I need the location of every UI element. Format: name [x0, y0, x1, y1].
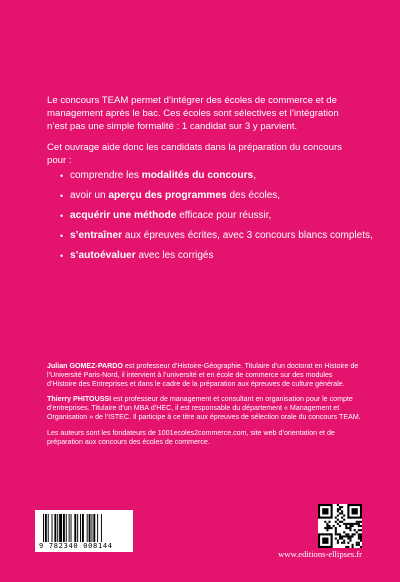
author-bio	[47, 362, 362, 389]
qr-code-icon	[318, 504, 362, 548]
objective-post: aux épreuves écrites, avec 3 concours blancs complets,	[122, 230, 373, 241]
objective-post: efficace pour réussir,	[176, 210, 272, 221]
objective-item	[60, 170, 380, 190]
publisher-website: www.editions-ellipses.fr	[278, 549, 362, 559]
author-description: est professeur de management et consultant en organisation pour le compte d’entreprises. Titulaire d’un MBA d’HEC, il est responsable du département « Management et Organisation » de l’ISTEC. Il participe à ce titre aux épreuves de sélection orale du concours TEAM.	[47, 395, 361, 422]
objective-bold: s’autoévaluer	[70, 250, 136, 261]
isbn-number: 9 782340 008144	[39, 542, 113, 550]
author-name: Thierry PHITOUSSI	[47, 395, 112, 404]
isbn-barcode	[35, 510, 133, 552]
author-name: Julian GOMEZ-PARDO	[47, 362, 123, 370]
objective-pre: avoir un	[70, 190, 109, 201]
objective-bold: aperçu des programmes	[108, 190, 227, 201]
objective-bold: acquérir une méthode	[70, 210, 177, 221]
aim-paragraph: Cet ouvrage aide donc les candidats dans la préparation du concours pour :	[47, 142, 342, 166]
objective-item	[60, 210, 380, 230]
objective-post: des écoles,	[226, 190, 281, 201]
authors-section	[47, 362, 362, 453]
author-description: est professeur d’Histoire-Géographie. Titulaire d’un doctorat en Histoire de l’Université Paris-Nord, il intervient à l’université et en école de commerce sur des modules d’Histoire des Entreprises et dans le cadre de la préparation aux épreuves de culture générale.	[47, 362, 359, 389]
barcode-icon	[43, 514, 125, 542]
author-bio	[47, 395, 362, 422]
objective-bold: modalités du concours	[141, 170, 254, 181]
objective-item	[60, 190, 380, 210]
objective-item	[60, 250, 380, 270]
objective-pre: comprendre les	[70, 170, 142, 181]
objective-post: ,	[253, 170, 256, 181]
objectives-list	[60, 170, 380, 270]
objective-bold: s’entraîner	[70, 230, 123, 241]
intro-paragraph: Le concours TEAM permet d’intégrer des écoles de commerce et de management après le bac. Ces écoles sont sélectives et l’intégration n’est pas une simple formalité : 1 candidat sur 3 y parvient.	[47, 95, 339, 132]
footer-note: Les auteurs sont les fondateurs de 1001ecoles2commerce.com, site web d’orientation et de préparation aux concours des écoles de commerce.	[47, 428, 335, 446]
objective-post: avec les corrigés	[135, 250, 214, 261]
objective-item	[60, 230, 380, 250]
